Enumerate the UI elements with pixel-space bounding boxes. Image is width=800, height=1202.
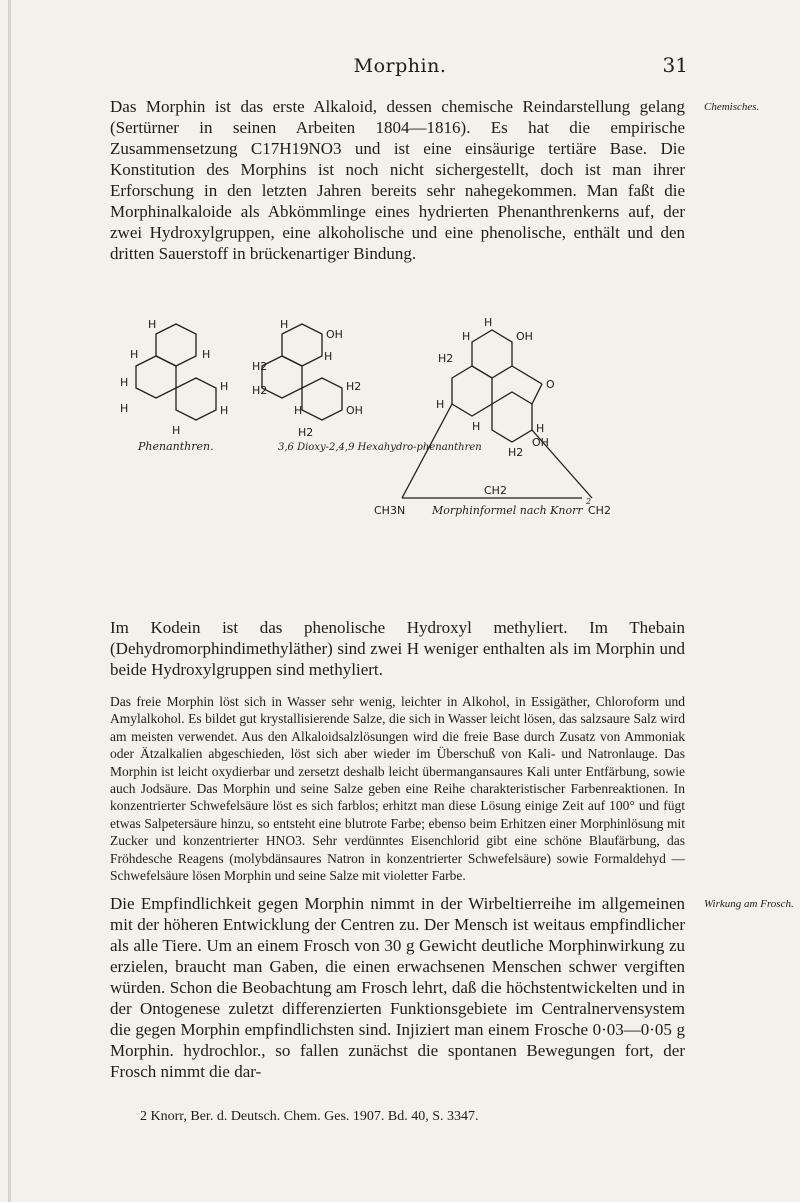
label-ch3n: CH3N [374,504,406,517]
caption-phenanthren: Phenanthren. [138,440,214,453]
page-edge-shadow [8,0,11,1202]
svg-text:CH2: CH2 [484,484,507,497]
svg-text:H: H [294,404,303,417]
svg-text:2: 2 [586,497,592,506]
running-title: Morphin. [353,55,447,77]
caption-knorr-formula: Morphinformel nach Knorr [432,504,583,517]
margin-note-chemisches: Chemisches. [704,101,760,113]
svg-text:H: H [484,318,493,329]
footnote-knorr: 2 Knorr, Ber. d. Deutsch. Chem. Ges. 1907. Bd. 40, S. 3347. [140,1109,479,1124]
paragraph-morphin-intro: Das Morphin ist das erste Alkaloid, dessen chemische Reindarstellung gelang (Sertürner in seinen Arbeiten 1804—1816). Es hat die empirische Zusammensetzung C17H19NO3 und ist eine einsäurige tertiäre Base. Die Konstitution des Morphins ist noch nicht sichergestellt, doch ist man ihrer Erforschung in den letzten Jahren bereits sehr nahegekommen. Man faßt die Morphinalkaloide als Abkömmlinge eines hydrierten Phenanthrenkerns auf, der zwei Hydroxylgruppen, eine alkoholische und eine phenolische, enthält und den dritten Sauerstoff in brückenartiger Bindung. [110,97,685,263]
svg-text:OH: OH [326,328,343,341]
svg-text:H: H [280,318,289,331]
svg-text:H: H [462,330,471,343]
svg-text:H: H [172,424,181,437]
page-number: 31 [662,53,688,77]
svg-text:H2: H2 [252,360,268,373]
svg-text:H2: H2 [508,446,524,459]
svg-text:H: H [436,398,445,411]
svg-text:H: H [120,402,129,415]
svg-text:H2: H2 [438,352,454,365]
margin-note-wirkung: Wirkung am Frosch. [704,898,794,910]
svg-text:H2: H2 [346,380,362,393]
svg-text:OH: OH [532,436,549,449]
svg-text:H: H [220,404,229,417]
phenanthren-structure [136,324,216,420]
svg-text:H2: H2 [298,426,314,439]
paragraph-kodein-thebain: Im Kodein ist das phenolische Hydroxyl methyliert. Im Thebain (Dehydromorphindimethyläther) sind zwei H weniger enthalten als im Morphin und beide Hydroxylgruppen sind methyliert. [110,618,685,679]
svg-text:CH2: CH2 [588,504,611,517]
caption-dioxy-hexahydrophenanthren: 3,6 Dioxy-2,4,9 Hexahydro-phenanthren [278,442,482,453]
svg-text:H: H [130,348,139,361]
svg-text:H: H [120,376,129,389]
svg-text:OH: OH [516,330,533,343]
svg-text:H: H [202,348,211,361]
svg-text:H2: H2 [252,384,268,397]
svg-text:H: H [536,422,545,435]
svg-text:H: H [148,318,157,331]
svg-text:H: H [220,380,229,393]
chemical-structures-figure [112,318,692,568]
svg-text:H: H [324,350,333,363]
paragraph-chemical-properties: Das freie Morphin löst sich in Wasser sehr wenig, leichter in Alkohol, in Essigäther, Chloroform und Amylalkohol. Es bildet gut krystallisierende Salze, die sich in Wasser leicht lösen, das salzsaure Salz wird am meisten verwendet. Aus den Alkaloidsalzlösungen wird die freie Base durch Zusatz von Ammoniak oder Ätzalkalien abgeschieden, löst sich aber wieder im Überschuß von Kali- und Natronlauge. Das Morphin ist leicht oxydierbar und zersetzt deshalb leicht übermangansaures Kali unter Entfärbung, sowie auch Jodsäure. Das Morphin und seine Salze geben eine Reihe charakteristischer Farbenreaktionen. In konzentrierter Schwefelsäure löst es sich farblos; erhitzt man diese Lösung einige Zeit auf 100° und fügt etwas Salpetersäure hinzu, so entsteht eine blutrote Farbe; ebenso beim Erhitzen einer Morphinlösung mit Zucker und konzentrierter HNO3. Sehr verdünntes Eisenchlorid gibt eine schöne Blaufärbung, das Fröhdesche Reagens (molybdänsaures Natron in konzentrierter Schwefelsäure) sowie Formaldehyd — Schwefelsäure lösen Morphin und seine Salze mit violetter Farbe. [110,694,685,884]
svg-text:H: H [472,420,481,433]
svg-text:O: O [546,378,555,391]
paragraph-wirkung-frosch: Die Empfindlichkeit gegen Morphin nimmt in der Wirbeltierreihe im allgemeinen mit der höheren Entwicklung der Centren zu. Der Mensch ist weitaus empfindlicher als alle Tiere. Um an einem Frosch von 30 g Gewicht deutliche Morphinwirkung zu erzielen, braucht man Gaben, die einen erwachsenen Menschen schwer vergiften würden. Schon die Beobachtung am Frosch lehrt, daß die höchstentwickelten und in der Ontogenese zuletzt differenzierten Funktionsgebiete im Centralnervensystem die gegen Morphin empfindlichsten sind. Injiziert man einem Frosche 0·03—0·05 g Morphin. hydrochlor., so fallen zunächst die spontanen Bewegungen fort, der Frosch nimmt die dar- [110,894,685,1081]
svg-text:OH: OH [346,404,363,417]
morphin-structure [402,330,592,498]
